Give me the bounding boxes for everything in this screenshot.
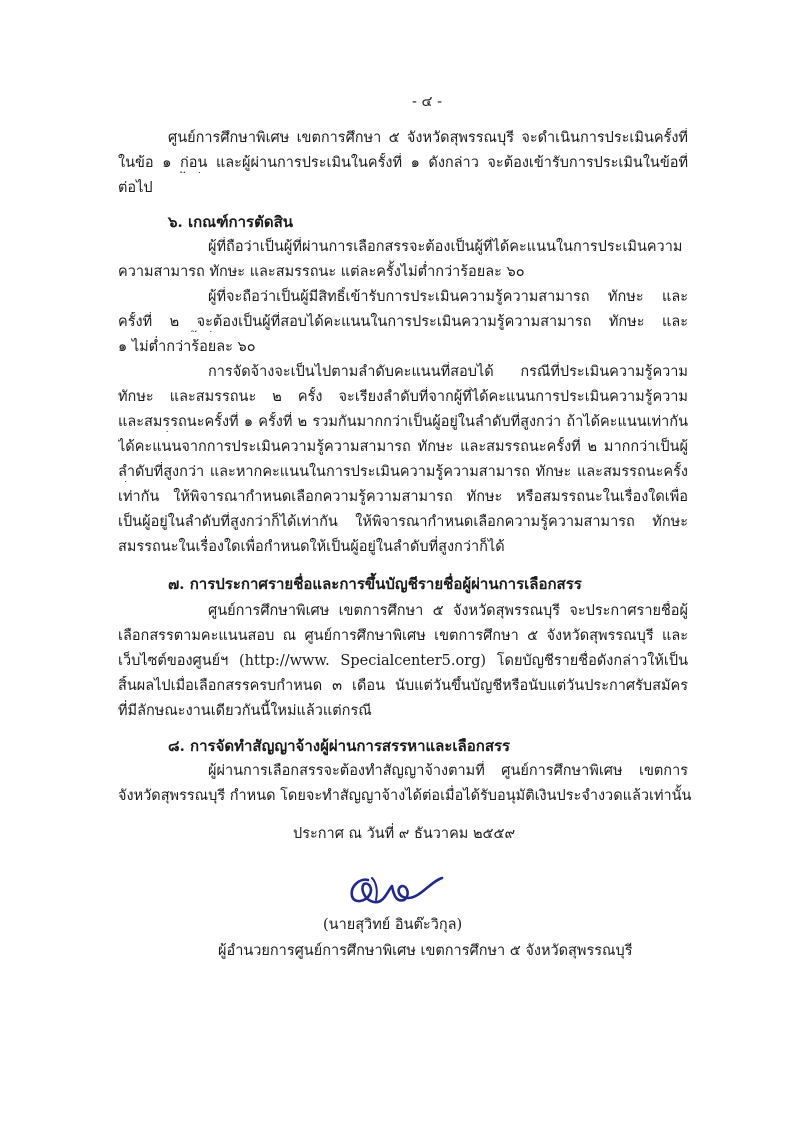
section-6-line-1: ผู้ที่ถือว่าเป็นผู้ที่ผ่านการเลือกสรรจะต้องเป็นผู้ที่ได้คะแนนในการประเมินความ xyxy=(208,239,683,255)
section-6-line-5: ๑ ไม่ต่ำกว่าร้อยละ ๖๐ xyxy=(118,339,256,355)
intro-line-3: ต่อไป xyxy=(118,180,153,196)
section-6-line-3: ผู้ที่จะถือว่าเป็นผู้มีสิทธิ์เข้ารับการประเมินความรู้ความสามารถ ทักษะ และ xyxy=(208,289,688,305)
section-6-line-10: ลำดับที่สูงกว่า และหากคะแนนในการประเมินความรู้ความสามารถ ทักษะ และสมรรถนะครั้ง xyxy=(118,464,688,480)
section-6-line-9: ได้คะแนนจากการประเมินความรู้ความสามารถ ทักษะ และสมรรถนะครั้งที่ ๒ มากกว่าเป็นผู้ xyxy=(118,439,688,455)
signatory-name: (นายสุวิทย์ อินต๊ะวิกุล) xyxy=(323,917,463,933)
section-6-line-8: และสมรรถนะครั้งที่ ๑ ครั้งที่ ๒ รวมกันมากกว่าเป็นผู้อยู่ในลำดับที่สูงกว่า ถ้าได้คะแนนเท่ากัน xyxy=(118,414,688,430)
section-8-heading: ๘. การจัดทำสัญญาจ้างผู้ผ่านการสรรหาและเลือกสรร xyxy=(168,737,511,755)
section-6-line-6: การจัดจ้างจะเป็นไปตามลำดับคะแนนที่สอบได้ กรณีที่ประเมินความรู้ความ xyxy=(208,364,688,380)
signature-image xyxy=(338,872,468,912)
section-7-line-3: เว็บไซต์ของศูนย์ฯ (http://www. Specialcenter5.org) โดยบัญชีรายชื่อดังกล่าวให้เป็น xyxy=(118,653,688,669)
page-number: - ๔ - xyxy=(412,94,442,110)
section-6-line-2: ความสามารถ ทักษะ และสมรรถนะ แต่ละครั้งไม่ต่ำกว่าร้อยละ ๖๐ xyxy=(118,264,525,280)
section-6-line-7: ทักษะ และสมรรถนะ ๒ ครั้ง จะเรียงลำดับที่จากผู้ที่ได้คะแนนการประเมินความรู้ความ xyxy=(118,389,688,405)
intro-line-1: ศูนย์การศึกษาพิเศษ เขตการศึกษา ๕ จังหวัดสุพรรณบุรี จะดำเนินการประเมินครั้งที่ xyxy=(168,130,688,146)
section-6-line-12: เป็นผู้อยู่ในลำดับที่สูงกว่าก็ได้เท่ากัน ให้พิจารณากำหนดเลือกความรู้ความสามารถ ทักษะ xyxy=(118,514,688,530)
section-8-line-1: ผู้ผ่านการเลือกสรรจะต้องทำสัญญาจ้างตามที่ ศูนย์การศึกษาพิเศษ เขตการ xyxy=(208,763,688,779)
section-7-line-1: ศูนย์การศึกษาพิเศษ เขตการศึกษา ๕ จังหวัดสุพรรณบุรี จะประกาศรายชื่อผู้ xyxy=(208,603,688,619)
announcement-date: ประกาศ ณ วันที่ ๙ ธันวาคม ๒๕๕๙ xyxy=(293,826,516,842)
section-6-line-13: สมรรถนะในเรื่องใดเพื่อกำหนดให้เป็นผู้อยู่ในลำดับที่สูงกว่าก็ได้ xyxy=(118,539,505,555)
signatory-position: ผู้อำนวยการศูนย์การศึกษาพิเศษ เขตการศึกษา ๕ จังหวัดสุพรรณบุรี xyxy=(218,943,633,959)
section-7-line-5: ที่มีลักษณะงานเดียวกันนี้ใหม่แล้วแต่กรณี xyxy=(118,703,372,719)
section-7-line-2: เลือกสรรตามคะแนนสอบ ณ ศูนย์การศึกษาพิเศษ เขตการศึกษา ๕ จังหวัดสุพรรณบุรี และ xyxy=(118,628,688,644)
section-6-line-11: เท่ากัน ให้พิจารณากำหนดเลือกความรู้ความสามารถ ทักษะ หรือสมรรถนะในเรื่องใดเพื่อ xyxy=(118,489,688,505)
intro-line-2: ในข้อ ๑ ก่อน และผู้ผ่านการประเมินในครั้งที่ ๑ ดังกล่าว จะต้องเข้ารับการประเมินในข้อที่ xyxy=(118,155,688,171)
section-7-line-4: สิ้นผลไปเมื่อเลือกสรรครบกำหนด ๓ เดือน นับแต่วันขึ้นบัญชีหรือนับแต่วันประกาศรับสมัคร xyxy=(118,678,688,694)
section-6-line-4: ครั้งที่ ๒ จะต้องเป็นผู้ที่สอบได้คะแนนในการประเมินความรู้ความสามารถ ทักษะ และ xyxy=(118,314,688,330)
section-7-heading: ๗. การประกาศรายชื่อและการขึ้นบัญชีรายชื่อผู้ผ่านการเลือกสรร xyxy=(168,575,582,593)
section-8-line-2: จังหวัดสุพรรณบุรี กำหนด โดยจะทำสัญญาจ้างได้ต่อเมื่อได้รับอนุมัติเงินประจำงวดแล้วเท่านั้น xyxy=(118,788,692,804)
section-6-heading: ๖. เกณฑ์การตัดสิน xyxy=(168,213,293,231)
